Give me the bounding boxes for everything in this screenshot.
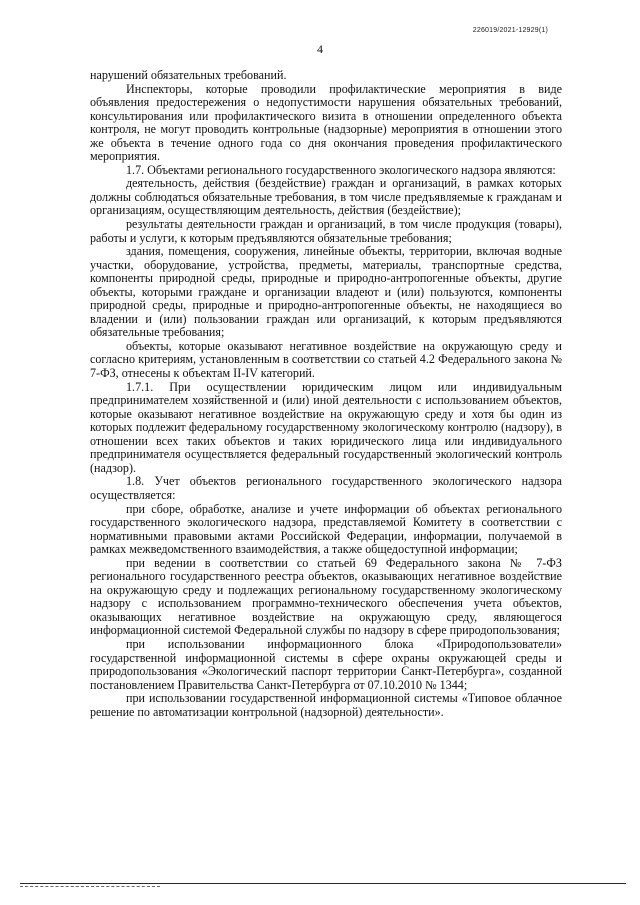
paragraph: результаты деятельности граждан и организаций, в том числе продукция (товары), работы и услуги, к которым предъявляются обязательные требования; [90,217,562,245]
document-id: 226019/2021-12929(1) [472,27,548,34]
paragraph: при использовании государственной информационной системы «Типовое облачное решение по автоматизации контрольной (надзорной) деятельности». [90,691,562,719]
paragraph: при ведении в соответствии со статьей 69 Федерального закона № 7-ФЗ регионального государственного реестра объектов, оказывающих негативное воздействие на окружающую среду и подлежащих региональному государственному экологическому надзору с использованием программно-технического обеспечения учета объектов, оказывающих негативное воздействие на окружающую среду, являющегося информационной системой Федеральной службы по надзору в сфере природопользования; [90,555,562,638]
paragraph: нарушений обязательных требований. [90,68,287,82]
paragraph: 1.7. Объектами регионального государственного экологического надзора являются: [126,162,556,177]
paragraph: при использовании информационного блока «Природопользователи» государственной информационной системы в сфере охраны окружающей среды и природопользования «Экологический паспорт территории Санкт-Петербурга», созданной постановлением Правительства Санкт-Петербурга от 07.10.2010 № 1344; [90,636,562,692]
paragraph: Инспекторы, которые проводили профилактические мероприятия в виде объявления предостережения о недопустимости нарушения обязательных требований, консультирования или профилактического визита в отношении определенного объекта контроля, не могут проводить контрольные (надзорные) мероприятия в отношении этого же объекта в течение одного года со дня окончания проведения профилактического мероприятия. [90,81,562,164]
paragraph: 1.8. Учет объектов регионального государственного экологического надзора осуществляется: [90,474,562,502]
paragraph: объекты, которые оказывают негативное воздействие на окружающую среду и согласно критериям, установленным в соответствии со статьей 4.2 Федерального закона № 7-ФЗ, отнесены к объектам II-IV категорий. [90,338,562,381]
paragraph: при сборе, обработке, анализе и учете информации об объектах регионального государственного экологического надзора, представляемой Комитету в соответствии с нормативными правовыми актами Российской Федерации, информации, получаемой в рамках межведомственного взаимодействия, а также общедоступной информации; [90,501,562,557]
scan-edge-line [20,883,626,884]
paragraph: деятельность, действия (бездействие) граждан и организаций, в рамках которых должны соблюдаться обязательные требования, в том числе предъявляемые к гражданам и организациям, осуществляющим деятельность, действия (бездействие); [90,176,562,218]
paragraph: здания, помещения, сооружения, линейные объекты, территории, включая водные участки, оборудование, устройства, предметы, материалы, транспортные средства, компоненты природной среды, природные и природно-антропогенные объекты, другие объекты, которыми граждане и организации владеют и (или) пользуются, компоненты природной среды, природные и природно-антропогенные объекты, не находящиеся во владении и (или) пользовании граждан или организаций, к которым предъявляются обязательные требования; [90,244,562,340]
scan-edge-line-secondary [20,886,160,887]
paragraph: 1.7.1. При осуществлении юридическим лицом или индивидуальным предпринимателем хозяйственной и (или) иной деятельности с использованием объектов, которые оказывают негативное воздействие на окружающую среду и хотя бы один из которых подлежит федеральному государственному экологическому контролю (надзору), в отношении всех таких объектов и таких юридического лица или индивидуального предпринимателя осуществляется федеральный государственный экологический контроль (надзор). [90,379,562,475]
page-number: 4 [317,42,323,56]
document-body [90,69,562,719]
